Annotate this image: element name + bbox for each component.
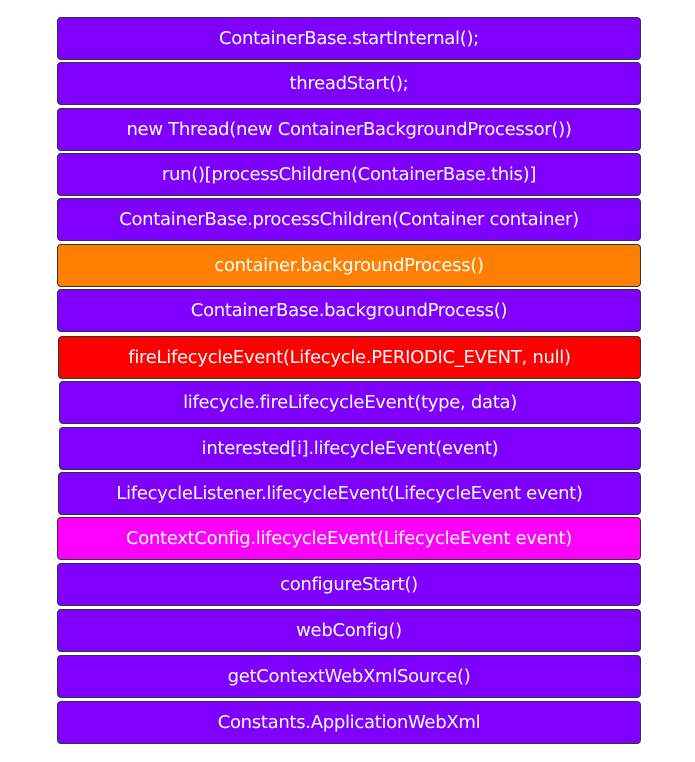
call-box-interested-lifecycle-event: interested[i].lifecycleEvent(event)	[59, 427, 641, 470]
call-box-get-context-web-xml-source: getContextWebXmlSource()	[57, 655, 641, 698]
call-box-context-config-lifecycle-event: ContextConfig.lifecycleEvent(LifecycleEvent event)	[57, 517, 641, 560]
call-box-fire-lifecycle-event-periodic: fireLifecycleEvent(Lifecycle.PERIODIC_EVENT, null)	[58, 336, 641, 379]
call-box-container-base-start-internal: ContainerBase.startInternal();	[57, 17, 641, 60]
call-box-container-base-background-process: ContainerBase.backgroundProcess()	[57, 289, 641, 332]
call-box-thread-start: threadStart();	[57, 62, 641, 105]
call-box-web-config: webConfig()	[57, 609, 641, 652]
call-box-new-thread: new Thread(new ContainerBackgroundProcessor())	[57, 108, 641, 151]
call-box-configure-start: configureStart()	[57, 563, 641, 606]
call-box-container-background-process: container.backgroundProcess()	[57, 244, 641, 287]
call-box-lifecycle-listener-lifecycle-event: LifecycleListener.lifecycleEvent(LifecycleEvent event)	[58, 472, 641, 515]
call-box-lifecycle-fire-lifecycle-event: lifecycle.fireLifecycleEvent(type, data)	[59, 381, 641, 424]
call-box-run-process-children: run()[processChildren(ContainerBase.this)]	[57, 153, 641, 196]
call-box-container-base-process-children: ContainerBase.processChildren(Container container)	[57, 198, 641, 241]
call-box-constants-application-web-xml: Constants.ApplicationWebXml	[57, 701, 641, 744]
